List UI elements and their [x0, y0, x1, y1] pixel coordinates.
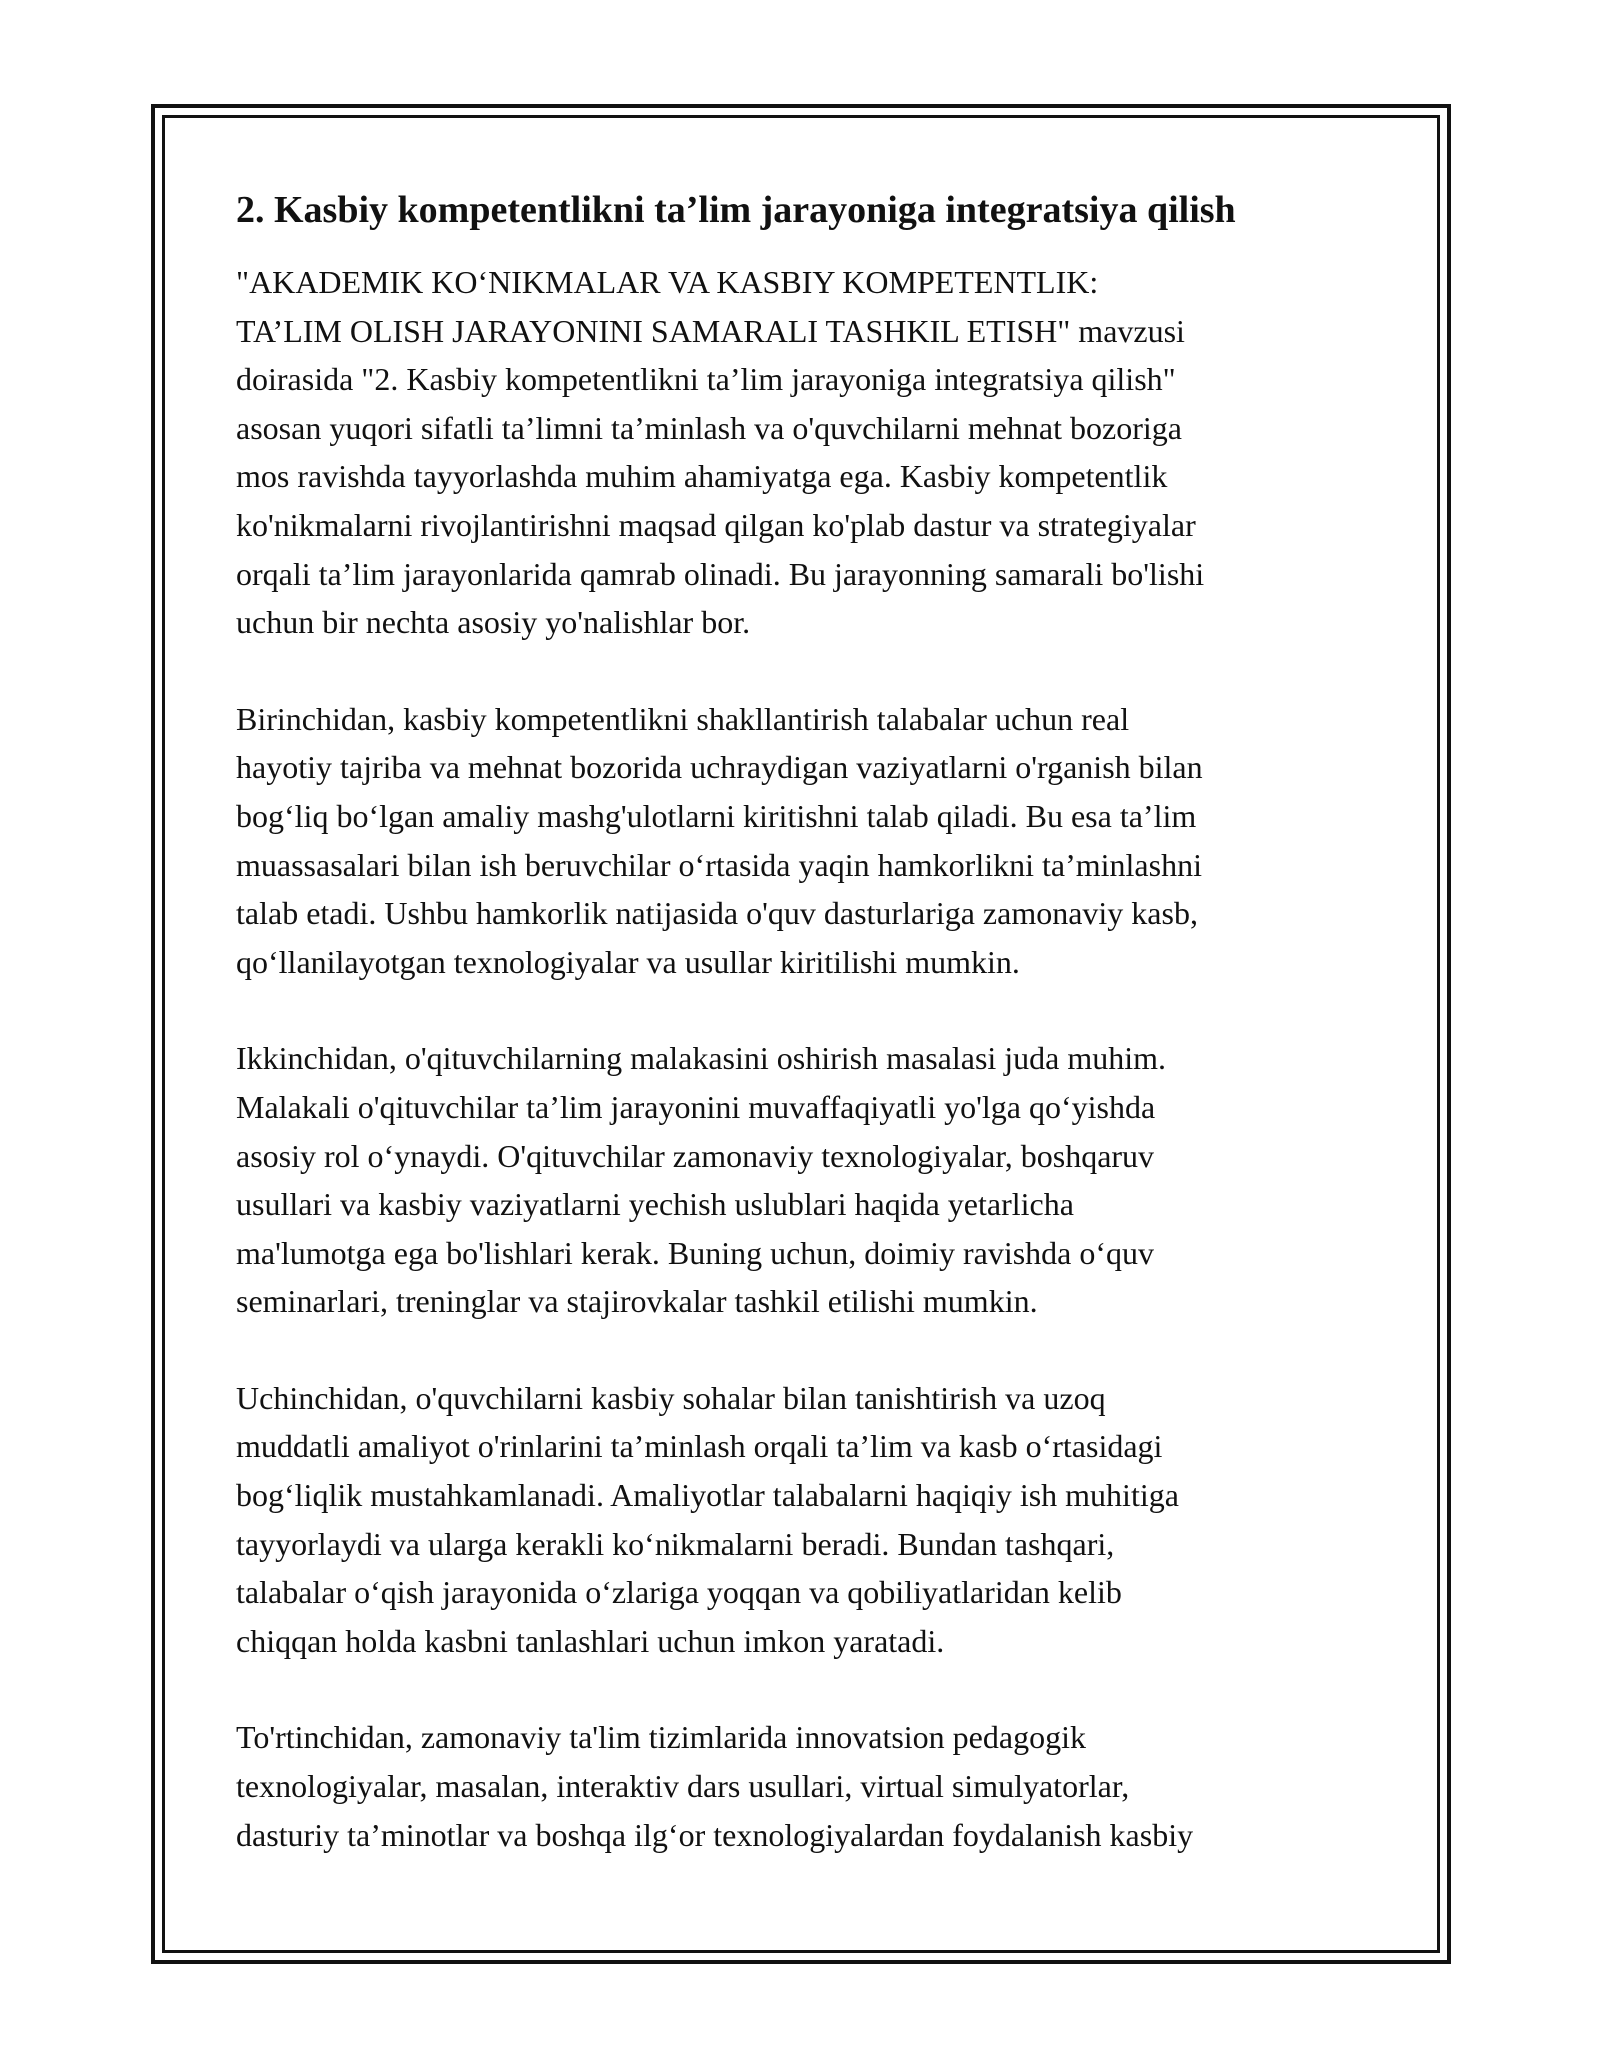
text-line: chiqqan holda kasbni tanlashlari uchun imkon yaratadi.: [236, 1622, 945, 1659]
text-line: To'rtinchidan, zamonaviy ta'lim tizimlarida innovatsion pedagogik: [236, 1719, 1086, 1756]
text-line: uchun bir nechta asosiy yo'nalishlar bor.: [236, 604, 751, 641]
text-line: talab etadi. Ushbu hamkorlik natijasida o'quv dasturlariga zamonaviy kasb,: [236, 895, 1198, 932]
text-line: bog‘liqlik mustahkamlanadi. Amaliyotlar talabalarni haqiqiy ish muhitiga: [236, 1477, 1179, 1514]
text-line: muddatli amaliyot o'rinlarini ta’minlash orqali ta’lim va kasb o‘rtasidagi: [236, 1428, 1163, 1465]
paragraph-fourth: [236, 1713, 1366, 1859]
text-line: ko'nikmalarni rivojlantirishni maqsad qilgan ko'plab dastur va strategiyalar: [236, 506, 1196, 543]
paragraph-third: [236, 1374, 1366, 1666]
text-line: doirasida "2. Kasbiy kompetentlikni ta’lim jarayoniga integratsiya qilish": [236, 361, 1176, 398]
text-line: asosan yuqori sifatli ta’limni ta’minlash va o'quvchilarni mehnat bozoriga: [236, 409, 1182, 446]
text-line: bog‘liq bo‘lgan amaliy mashg'ulotlarni kiritishni talab qiladi. Bu esa ta’lim: [236, 797, 1197, 834]
text-line: asosiy rol o‘ynaydi. O'qituvchilar zamonaviy texnologiyalar, boshqaruv: [236, 1137, 1155, 1174]
text-line: ma'lumotga ega bo'lishlari kerak. Buning uchun, doimiy ravishda o‘quv: [236, 1234, 1155, 1271]
text-line: muassasalari bilan ish beruvchilar o‘rtasida yaqin hamkorlikni ta’minlashni: [236, 846, 1202, 883]
text-line: Uchinchidan, o'quvchilarni kasbiy sohalar bilan tanishtirish va uzoq: [236, 1379, 1106, 1416]
text-line: talabalar o‘qish jarayonida o‘zlariga yoqqan va qobiliyatlaridan kelib: [236, 1574, 1122, 1611]
text-line: TA’LIM OLISH JARAYONINI SAMARALI TASHKIL ETISH" mavzusi: [236, 312, 1185, 349]
text-line: Ikkinchidan, o'qituvchilarning malakasini oshirish masalasi juda muhim.: [236, 1040, 1167, 1077]
text-line: tayyorlaydi va ularga kerakli ko‘nikmalarni beradi. Bundan tashqari,: [236, 1525, 1115, 1562]
paragraph-second: [236, 1034, 1366, 1326]
text-line: seminarlari, treninglar va stajirovkalar tashkil etilishi mumkin.: [236, 1283, 1038, 1320]
text-line: hayotiy tajriba va mehnat bozorida uchraydigan vaziyatlarni o'rganish bilan: [236, 749, 1203, 786]
section-heading: 2. Kasbiy kompetentlikni ta’lim jarayoniga integratsiya qilish: [236, 189, 1236, 231]
text-line: "AKADEMIK KO‘NIKMALAR VA KASBIY KOMPETENTLIK:: [236, 264, 1099, 300]
page-content: [236, 180, 1366, 1907]
text-line: orqali ta’lim jarayonlarida qamrab olinadi. Bu jarayonning samarali bo'lishi: [236, 555, 1205, 592]
text-line: Malakali o'qituvchilar ta’lim jarayonini muvaffaqiyatli yo'lga qo‘yishda: [236, 1088, 1156, 1125]
text-line: usullari va kasbiy vaziyatlarni yechish uslublari haqida yetarlicha: [236, 1186, 1074, 1223]
text-line: texnologiyalar, masalan, interaktiv dars usullari, virtual simulyatorlar,: [236, 1768, 1130, 1805]
text-line: dasturiy ta’minotlar va boshqa ilg‘or texnologiyalardan foydalanish kasbiy: [236, 1816, 1194, 1853]
paragraph-first: [236, 695, 1366, 987]
text-line: mos ravishda tayyorlashda muhim ahamiyatga ega. Kasbiy kompetentlik: [236, 458, 1168, 495]
paragraph-intro: [236, 258, 1366, 647]
text-line: qo‘llanilayotgan texnologiyalar va usullar kiritilishi mumkin.: [236, 943, 1020, 980]
text-line: Birinchidan, kasbiy kompetentlikni shakllantirish talabalar uchun real: [236, 700, 1130, 737]
